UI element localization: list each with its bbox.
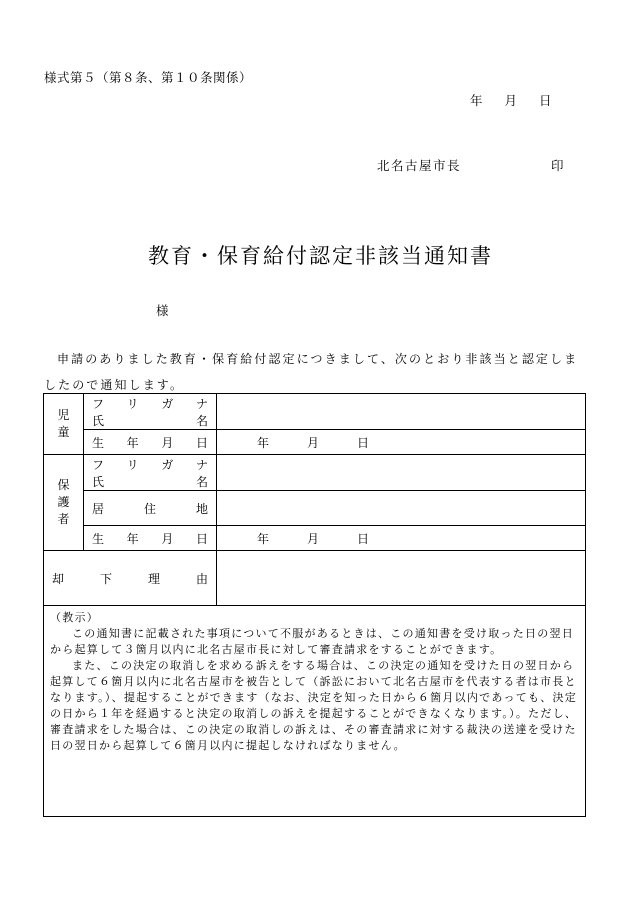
notice-form-table	[43, 393, 586, 606]
child-name-label: フ リ ガ ナ 氏 名	[84, 394, 217, 430]
issue-date-year: 年	[470, 93, 483, 108]
issue-date	[470, 91, 552, 109]
notice-heading: （教示）	[50, 611, 99, 624]
issuer-name: 北名古屋市長	[377, 158, 462, 173]
rejection-reason-row	[44, 551, 586, 606]
instruction-notice	[43, 605, 586, 817]
guardian-birth-row	[44, 526, 586, 551]
guardian-name-row	[44, 455, 586, 491]
notice-paragraph-2: また、この決定の取消しを求める訴えをする場合は、この決定の通知を受けた日の翌日から起算して６箇月以内に北名古屋市を被告として（訴訟において北名古屋市を代表する者は市長となります。）、提起することができます（なお、決定を知った日から６箇月以内であっても、決定の日から１年を経過すると決定の取消しの訴えを提起することができなくなります。）。ただし、審査請求をした場合は、この決定の取消しの訴えは、その審査請求に対する裁決の送達を受けた日の翌日から起算して６箇月以内に提起しなければなりません。	[50, 659, 578, 752]
rejection-reason-field[interactable]	[217, 551, 586, 606]
guardian-address-row	[44, 491, 586, 526]
document-title: 教育・保育給付認定非該当通知書	[148, 244, 493, 268]
addressee-suffix: 様	[156, 303, 169, 318]
guardian-address-field[interactable]	[217, 491, 586, 526]
seal-mark: 印	[551, 158, 564, 173]
child-group-label: 児 童	[44, 394, 84, 455]
form-number: 様式第５（第８条、第１０条関係）	[44, 70, 253, 85]
guardian-name-field[interactable]	[217, 455, 586, 491]
intro-text: 申請のありました教育・保育給付認定につきまして、次のとおり非該当と認定しましたので通知します。	[44, 352, 579, 392]
guardian-birth-label: 生 年 月 日	[84, 526, 217, 551]
guardian-group-label: 保 護 者	[44, 455, 84, 551]
child-name-row	[44, 394, 586, 430]
notice-paragraph-1: この通知書に記載された事項について不服があるときは、この通知書を受け取った日の翌日から起算して３箇月以内に北名古屋市長に対して審査請求をすることができます。	[50, 627, 575, 656]
child-birth-row	[44, 430, 586, 455]
guardian-address-label: 居 住 地	[84, 491, 217, 526]
guardian-birth-field[interactable]: 年 月 日	[217, 526, 586, 551]
rejection-reason-label: 却 下 理 由	[44, 551, 217, 606]
child-birth-field[interactable]: 年 月 日	[217, 430, 586, 455]
guardian-name-label: フ リ ガ ナ 氏 名	[84, 455, 217, 491]
child-birth-label: 生 年 月 日	[84, 430, 217, 455]
child-name-field[interactable]	[217, 394, 586, 430]
issue-date-month: 月	[504, 93, 518, 108]
issue-date-day: 日	[539, 93, 552, 108]
